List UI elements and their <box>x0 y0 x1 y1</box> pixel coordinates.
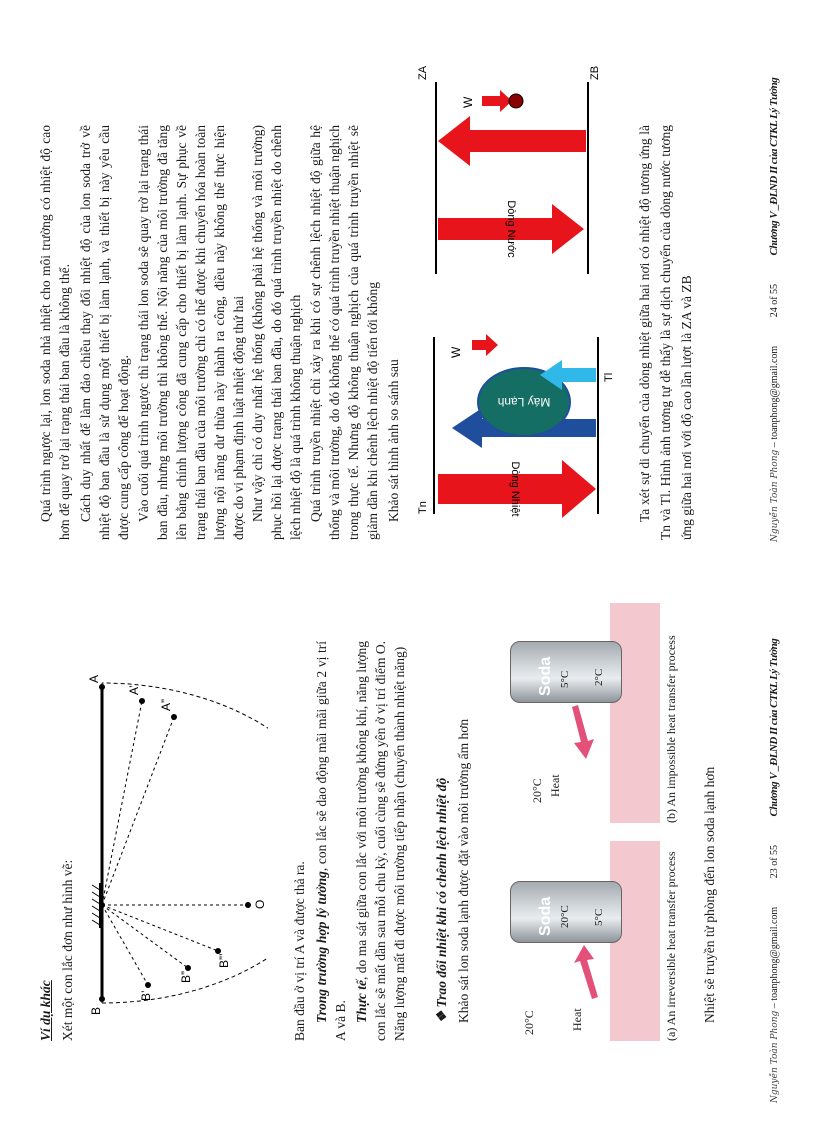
footer-right: Nguyễn Toàn Phong – toanphong@gmail.com 24 of 55 Chương V _ĐLND II của CTKL Lý Tưởng <box>768 77 780 542</box>
section-title-heat-exchange: ❖ Trao đổi nhiệt khi có chênh lệch nhiệt độ <box>434 777 449 1023</box>
label-b3: B”’ <box>217 953 231 968</box>
chapter-stamp-right: Chương V _ĐLND II của CTKL Lý Tưởng <box>768 77 780 256</box>
example-heading: Ví dụ khác <box>38 980 53 1041</box>
label-a: A <box>87 674 101 683</box>
soda-can-b <box>510 641 622 703</box>
intro-text: Xét một con lắc đơn như hình vẽ: <box>60 859 75 1041</box>
pump-ball <box>509 94 523 108</box>
tl-label: Tl <box>603 372 615 382</box>
text-heat-flows: Nhiệt sẽ truyền từ phòng đến lon soda lạnh hơn <box>702 766 717 1023</box>
author-signature-right: Nguyễn Toàn Phong <box>770 449 780 542</box>
can-b-top-temp: 5°C <box>559 670 571 688</box>
text-reality <box>352 641 409 1041</box>
heat-flow-diagram <box>412 332 620 532</box>
can-b-bottom-temp: 2°C <box>593 668 605 686</box>
para-compare-images: Khảo sát hình ảnh so sánh sau <box>386 359 401 522</box>
heat-arrow-b <box>570 701 600 761</box>
heat-label-a: Heat <box>570 1008 584 1031</box>
footer-left: Nguyễn Toàn Phong – toanphong@gmail.com 23 of 55 Chương V _ĐLND II của CTKL Lý Tưởng <box>768 638 780 1103</box>
work-label: W <box>449 346 463 358</box>
label-o: O <box>253 899 267 909</box>
para-temperature-difference: Quá trình truyền nhiệt chỉ xảy ra khi có sự chênh lệch nhiệt độ giữa hệ thống và môi trường, do đó không thể có quá trình truyền nhiệt thuận nghịch trong thực tế. Nhưng độ không thuận nghịch của quá trình truyền nhiệt sẽ giảm dần khi chênh lệch nhiệt độ tiến tới không <box>308 125 380 540</box>
page-23 <box>0 562 816 1123</box>
za-label: ZA <box>417 65 429 80</box>
reality-emphasis: Thực tế <box>354 980 369 1023</box>
water-up-arrow <box>438 116 586 166</box>
label-b: B <box>89 1006 103 1015</box>
caption-figure-a: (a) An irreversible heat transfer process <box>664 851 678 1041</box>
soda-brand-b-text: Soda <box>537 656 554 696</box>
pump-work-arrow <box>482 90 512 112</box>
heat-flow-label: Dòng Nhiệt <box>509 461 521 517</box>
figure-b <box>490 603 660 823</box>
page-number-right: 24 of 55 <box>769 283 780 318</box>
zb-label: ZB <box>589 65 601 80</box>
chapter-stamp: Chương V _ĐLND II của CTKL Lý Tưởng <box>768 638 780 817</box>
author-signature: Nguyễn Toàn Phong <box>770 1010 780 1103</box>
text-ideal-case <box>312 641 350 1041</box>
ideal-case-rest: , con lắc sẽ dao động mãi mãi giữa 2 vị trí A và B. <box>314 641 348 1041</box>
para-environment: Vào cuối quá trình ngược thì trạng thái lon soda sẽ quay trở lại trạng thái ban đầu, nhưng môi trường thì không thể. Nội năng của môi trường đã tăng lên bằng chính lượng công đã cung cấp cho thiết bị làm lạnh. Sự phục về trạng thái ban đầu của môi trường chỉ có thể được khi chuyển hóa hoàn toàn lượng nội năng dư thừa này thành ra công, điều này không thể thực hiện được do vi phạm định luật nhiệt động thứ hai <box>136 125 246 540</box>
footer-email[interactable]: toanphong@gmail.com <box>769 906 780 1001</box>
th-label: Tn <box>417 501 429 514</box>
figure-b-surface <box>610 603 660 823</box>
pump-work-label: W <box>461 96 475 108</box>
para-reverse-impossible: Quá trình ngược lại, lon soda nhả nhiệt cho môi trường có nhiệt độ cao hơn để quay trở lại trạng thái ban đầu là không thể. <box>38 125 72 540</box>
can-a-bottom-temp: 5°C <box>593 908 605 926</box>
label-a1: A’ <box>127 685 141 695</box>
text-start-position: Ban đầu ở vị trí A và được thả ra. <box>292 861 307 1041</box>
page-24 <box>0 1 816 562</box>
soda-brand-a: Soda <box>537 896 554 936</box>
reality-rest: , do ma sát giữa con lắc với môi trường không khí, năng lượng con lắc sẽ mất dần sau mỗi chu kỳ, cuối cùng sẽ đứng yên ở vị trí điểm O. Năng lượng mất đi được môi trường tiếp nhận (chuyển thành nhiệt năng) <box>354 641 407 1041</box>
para-only-system: Như vậy chỉ có duy nhất hệ thống (không phải hệ thống và môi trường) phục hồi lại được trạng thái ban đầu, do đó quá trình truyền nhiệt do chênh lệch nhiệt độ là quá trình không thuận nghịch <box>250 125 303 540</box>
water-flow-diagram <box>412 62 612 302</box>
figure-a <box>490 841 660 1041</box>
para-refrigerator: Cách duy nhất để làm đảo chiều thay đổi nhiệt độ của lon soda trở về nhiệt độ ban đầu là sử dụng một thiết bị làm lạnh, và thiết bị này yêu cầu được cung cấp công để hoạt động. <box>78 125 131 540</box>
water-flow-label: Dòng Nước <box>505 200 517 258</box>
refrigerator-label: Máy Lạnh <box>497 395 551 409</box>
heat-label-b: Heat <box>548 774 562 797</box>
env-temp-a: 20°C <box>522 1010 536 1035</box>
env-temp-b: 20°C <box>530 778 544 803</box>
caption-figure-b: (b) An impossible heat transfer process <box>664 635 678 823</box>
label-b2: B” <box>179 971 193 983</box>
work-input-arrow <box>472 334 498 356</box>
soda-can-a <box>510 881 622 943</box>
can-a-top-temp: 20°C <box>559 905 571 928</box>
page-number: 23 of 55 <box>769 844 780 879</box>
footer-email-right[interactable]: toanphong@gmail.com <box>769 345 780 440</box>
ideal-case-emphasis: Trong trường hợp lý tưởng <box>314 871 329 1023</box>
pendulum-diagram <box>78 663 268 1023</box>
heat-arrow-a <box>572 941 602 1001</box>
label-b1: B’ <box>139 990 153 1001</box>
soda-intro-text: Khảo sát lon soda lạnh được đặt vào môi trường ấm hơn <box>456 718 471 1023</box>
para-analogy: Ta xét sự di chuyển của dòng nhiệt giữa hai nơi có nhiệt độ tương ứng là Tn và Tl. Hình ảnh tương tự dễ thấy là sự dịch chuyển của dòng nước tương ứng giữa hai nơi với độ cao lần lượt là ZA và ZB <box>637 125 694 540</box>
label-a2: A” <box>159 699 173 711</box>
